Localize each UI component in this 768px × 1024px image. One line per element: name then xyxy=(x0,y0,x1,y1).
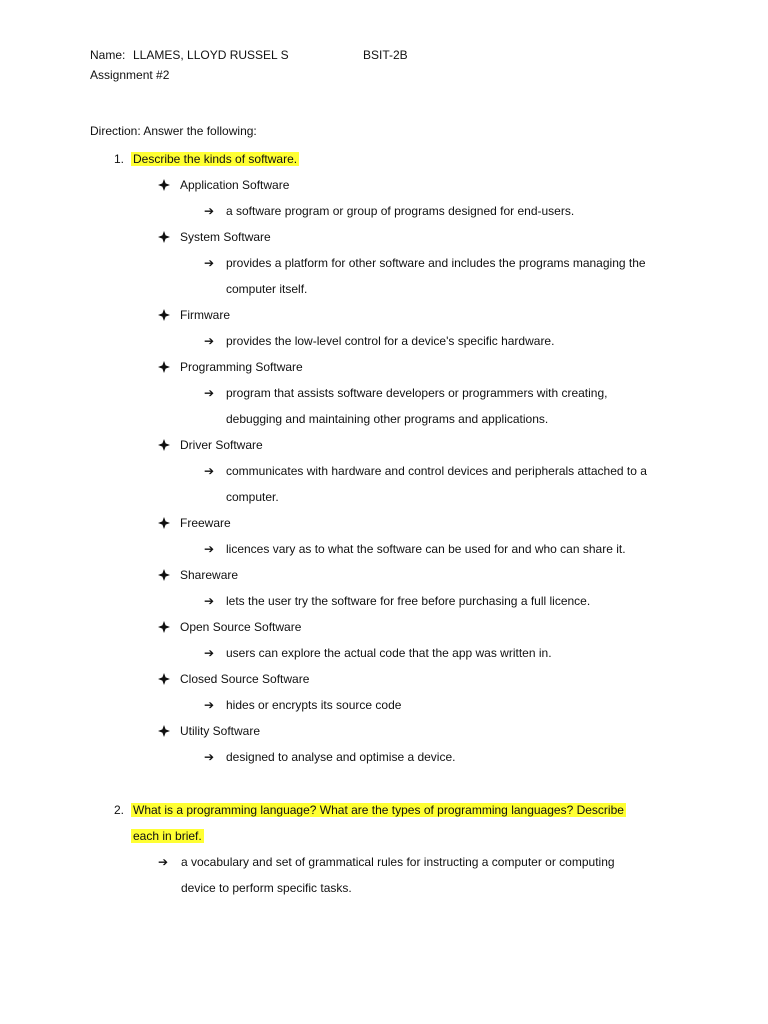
diamond-bullet-icon xyxy=(158,673,170,688)
question-2-text-line1: What is a programming language? What are the types of programming languages? Describe xyxy=(133,803,624,817)
software-kind-label: Driver Software xyxy=(180,438,263,452)
question-2-answer-line1: a vocabulary and set of grammatical rules for instructing a computer or computing xyxy=(181,855,615,869)
diamond-bullet-icon xyxy=(158,231,170,246)
software-kind-label: Application Software xyxy=(180,178,290,192)
assignment-title: Assignment #2 xyxy=(90,68,170,82)
software-kind-label: Shareware xyxy=(180,568,239,582)
software-kind-description: computer itself. xyxy=(226,282,308,296)
software-kind-description: program that assists software developers or programmers with creating, xyxy=(226,386,608,400)
right-arrow-icon: ➔ xyxy=(204,542,215,556)
name-value: LLAMES, LLOYD RUSSEL S xyxy=(133,48,289,62)
right-arrow-icon: ➔ xyxy=(204,334,215,348)
diamond-bullet-icon xyxy=(158,361,170,376)
software-kind-label: Programming Software xyxy=(180,360,303,374)
name-label: Name: xyxy=(90,48,126,62)
software-kind-label: Firmware xyxy=(180,308,230,322)
software-kind-description: lets the user try the software for free before purchasing a full licence. xyxy=(226,594,591,608)
direction-text: Direction: Answer the following: xyxy=(90,124,257,138)
software-kind-description: computer. xyxy=(226,490,279,504)
right-arrow-icon: ➔ xyxy=(158,855,169,869)
question-1-number: 1. xyxy=(114,152,125,166)
right-arrow-icon: ➔ xyxy=(204,750,215,764)
diamond-bullet-icon xyxy=(158,439,170,454)
software-kind-description: licences vary as to what the software can be used for and who can share it. xyxy=(226,542,626,556)
question-2-text-line2: each in brief. xyxy=(133,829,202,843)
software-kind-description: communicates with hardware and control devices and peripherals attached to a xyxy=(226,464,647,478)
software-kind-description: provides the low-level control for a device's specific hardware. xyxy=(226,334,555,348)
diamond-bullet-icon xyxy=(158,569,170,584)
right-arrow-icon: ➔ xyxy=(204,594,215,608)
software-kind-description: hides or encrypts its source code xyxy=(226,698,402,712)
software-kind-label: Open Source Software xyxy=(180,620,302,634)
right-arrow-icon: ➔ xyxy=(204,698,215,712)
software-kind-description: provides a platform for other software and includes the programs managing the xyxy=(226,256,646,270)
software-kind-description: users can explore the actual code that the app was written in. xyxy=(226,646,552,660)
diamond-bullet-icon xyxy=(158,621,170,636)
question-2-number: 2. xyxy=(114,803,125,817)
right-arrow-icon: ➔ xyxy=(204,646,215,660)
software-kind-label: System Software xyxy=(180,230,271,244)
software-kind-label: Freeware xyxy=(180,516,231,530)
section-label: BSIT-2B xyxy=(363,48,408,62)
right-arrow-icon: ➔ xyxy=(204,464,215,478)
diamond-bullet-icon xyxy=(158,309,170,324)
software-kind-label: Utility Software xyxy=(180,724,261,738)
diamond-bullet-icon xyxy=(158,179,170,194)
software-kind-label: Closed Source Software xyxy=(180,672,310,686)
question-1-text: Describe the kinds of software. xyxy=(133,152,298,166)
right-arrow-icon: ➔ xyxy=(204,386,215,400)
question-2-answer-line2: device to perform specific tasks. xyxy=(181,881,352,895)
software-kind-description: designed to analyse and optimise a device. xyxy=(226,750,456,764)
software-kind-description: debugging and maintaining other programs and applications. xyxy=(226,412,549,426)
right-arrow-icon: ➔ xyxy=(204,256,215,270)
software-kind-description: a software program or group of programs designed for end-users. xyxy=(226,204,575,218)
diamond-bullet-icon xyxy=(158,517,170,532)
right-arrow-icon: ➔ xyxy=(204,204,215,218)
diamond-bullet-icon xyxy=(158,725,170,740)
